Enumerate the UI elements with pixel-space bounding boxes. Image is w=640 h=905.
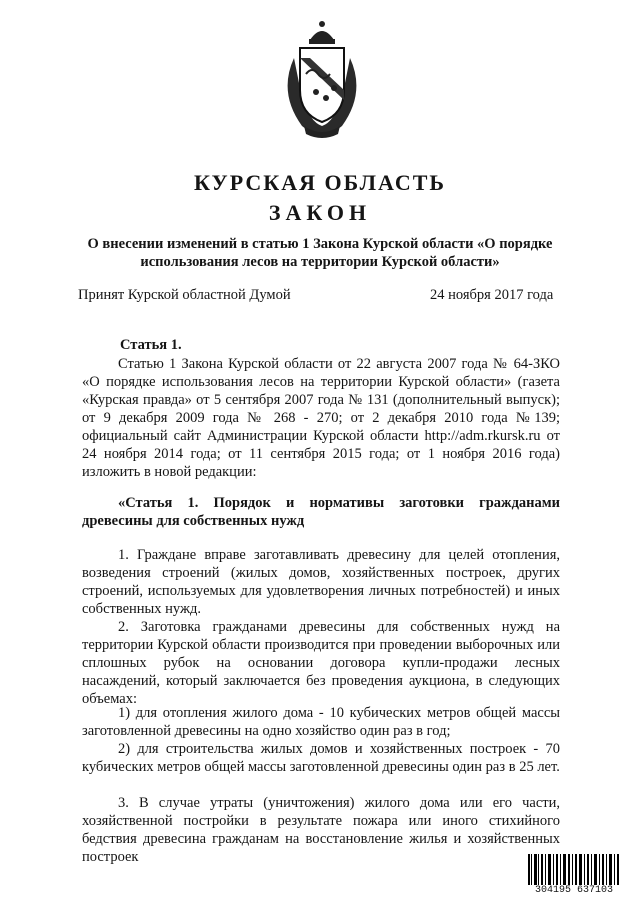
document-type-title: ЗАКОН (268, 200, 372, 225)
adoption-date: 24 ноября 2017 года (430, 287, 554, 303)
coat-of-arms-emblem (272, 18, 372, 140)
paragraph-1: 1. Граждане вправе заготавливать древесину для целей отопления, возведения строений (жилых домов, хозяйственных построек, других строений, используемых для удовлетворения личных потребностей) и иных собственных нужд. (82, 547, 560, 617)
article-heading: Статья 1. (120, 337, 182, 353)
adopted-by: Принят Курской областной Думой (78, 287, 291, 303)
paragraph-2: 2. Заготовка гражданами древесины для собственных нужд на территории Курской области производится при проведении выборочных или сплошных рубок на основании договора купли-продажи лесных насаждений, который заключается без проведения аукциона, в следующих объемах: (82, 619, 560, 707)
new-article-heading: «Статья 1. Порядок и нормативы заготовки гражданами древесины для собственных нужд (82, 495, 560, 529)
paragraph-2-item-1: 1) для отопления жилого дома - 10 кубических метров общей массы заготовленной древесины на одно хозяйство один раз в год; (82, 705, 560, 739)
article-text: Статью 1 Закона Курской области от 22 августа 2007 года № 64-ЗКО «О порядке использования лесов на территории Курской области» (газета «Курская правда» от 5 сентября 2007 года № 131 (дополнительный выпуск); от 9 декабря 2009 года № 268 - 270; от 2 декабря 2010 года №139; официальный сайт Администрации Курской области http://adm.rkursk.ru от 24 ноября 2014 года; от 11 сентября 2015 года; от 1 ноября 2016 года) изложить в новой редакции: (82, 356, 560, 480)
paragraph-2-item-2: 2) для строительства жилых домов и хозяйственных построек - 70 кубических метров общей массы заготовленной древесины один раз в 25 лет. (82, 741, 560, 775)
paragraph-3: 3. В случае утраты (уничтожения) жилого дома или его части, хозяйственной постройки в результате пожара или иного стихийного бедствия древесина гражданам на восстановление жилья и хозяйственных построек (82, 795, 560, 865)
law-subtitle: О внесении изменений в статью 1 Закона Курской области «О порядке использования лесов на территории Курской области» (87, 236, 553, 270)
barcode-number: 304195 637103 (526, 885, 622, 896)
region-title: КУРСКАЯ ОБЛАСТЬ (194, 170, 446, 195)
